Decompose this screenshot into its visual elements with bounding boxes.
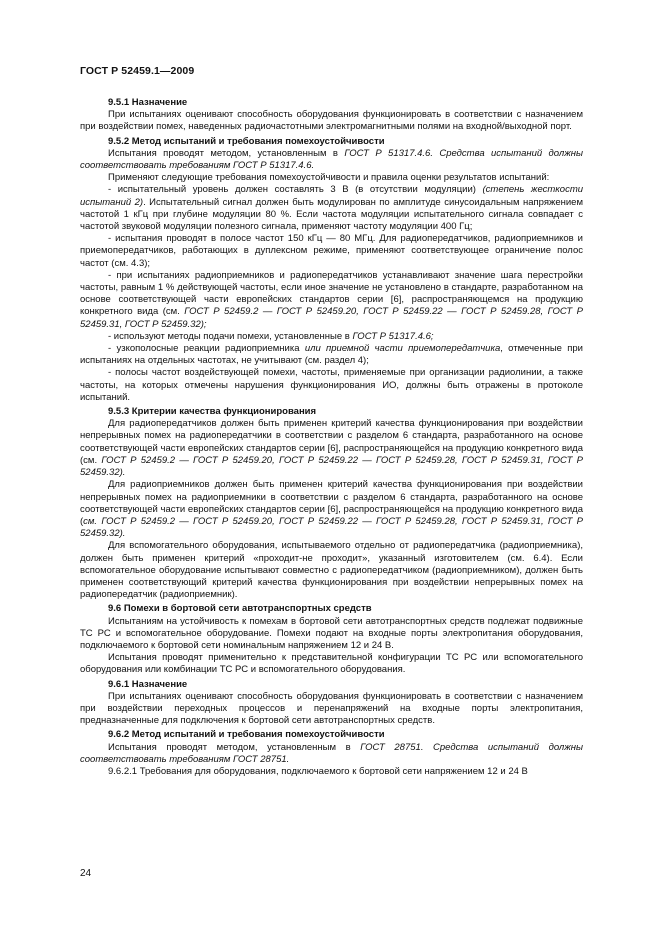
page-number: 24 bbox=[80, 868, 92, 879]
paragraph: Применяют следующие требования помехоустойчивости и правила оценки результатов испытаний: bbox=[108, 172, 550, 184]
standard-reference: ГОСТ 28751. Средства испытаний должны соответствовать требованиям ГОСТ 28751. bbox=[80, 741, 584, 765]
document-header: ГОСТ Р 52459.1—2009 bbox=[80, 65, 195, 77]
standard-reference: ГОСТ Р 51317.4.6. Средства испытаний должны соответствовать требованиям ГОСТ Р 51317.4.6. bbox=[80, 147, 583, 172]
paragraph: При испытаниях оценивают способность оборудования функционировать в соответствии с назначением при воздействии переходных процессов и перенапряжений на входные порты электропитания, предназначенные для подключения к бортовой сети автотранспортных средств. bbox=[80, 690, 583, 727]
list-item: - полосы частот воздействующей помехи, частоты, применяемые при организации радиолинии, а также частоты, на которых отмечены нарушения функционирования ИО, должны быть отражены в протоколе испытаний. bbox=[80, 367, 583, 403]
paragraph: Испытания проводят применительно к представительной конфигурации ТС РС или вспомогательного оборудования или комбинации ТС РС и вспомогательного оборудования. bbox=[80, 652, 583, 676]
list-item bbox=[80, 270, 583, 331]
standard-reference: ГОСТ Р 51317.4.6; bbox=[352, 330, 434, 342]
paragraph bbox=[80, 148, 583, 172]
paragraph: Для вспомогательного оборудования, испытываемого отдельно от радиопередатчика (радиоприемника), должен быть применен критерий «проходит-не проходит», указанный изготовителем (см. 6.4). Если вспомогательное оборудование испытывают совместно с радиопередатчиком (радиоприемником), должен быть применен соответствующий критерий качества функционирования при воздействии непрерывных помех на радиопередатчик (радиоприемник). bbox=[80, 540, 583, 601]
text-run: Для радиоприемников должен быть применен критерий качества функционирования при воздействии непрерывных помех на радиоприемники в соответствии с разделом 6 стандарта, разработанного на основе соответствующей части европейских стандартов серии [6], распространяющейся на продукцию конкретного вида ( bbox=[80, 479, 583, 527]
text-run: - используют методы подачи помехи, установленные в bbox=[108, 330, 353, 342]
paragraph: При испытаниях оценивают способность оборудования функционировать в соответствии с назначением при воздействии помех, наведенных радиочастотными электромагнитными полями на входной/выходной порт. bbox=[80, 109, 583, 133]
text-run: - узкополосные реакции радиоприемника bbox=[108, 343, 305, 355]
standard-reference: см. ГОСТ Р 52459.2 — ГОСТ Р 52459.20, ГОСТ Р 52459.22 — ГОСТ Р 52459.28, ГОСТ Р 52459.31, ГОСТ Р 52459.32). bbox=[80, 515, 583, 540]
paragraph bbox=[80, 742, 583, 766]
section-heading-9-6-2: 9.6.2 Метод испытаний и требования помехоустойчивости bbox=[108, 729, 385, 741]
section-heading-9-6-1: 9.6.1 Назначение bbox=[108, 678, 188, 690]
text-run: - при испытаниях радиоприемников и радиопередатчиков устанавливают значение шага перестройки частоты, равным 1 % действующей частоты, если иное значение не установлено в стандарте, разработанном на основе соответствующей части европейских стандартов серии [6], распространяющемся на продукцию конкретного вида (см. bbox=[80, 269, 583, 318]
section-heading-9-5-2: 9.5.2 Метод испытаний и требования помехоустойчивости bbox=[108, 135, 385, 147]
text-run: , отмеченные при испытаниях на отдельных частотах, не учитывают (см. раздел 4); bbox=[80, 343, 583, 367]
italic-run: или приемной части приемопередатчика bbox=[304, 343, 501, 355]
paragraph: Испытаниям на устойчивость к помехам в бортовой сети автотранспортных средств подлежат подвижные ТС РС и вспомогательное оборудование. Помехи подают на входные порты электропитания оборудования, подключаемого к бортовой сети номинальным напряжением 12 и 24 В. bbox=[80, 615, 583, 651]
section-heading-9-6: 9.6 Помехи в бортовой сети автотранспортных средств bbox=[108, 603, 372, 615]
list-item: - испытания проводят в полосе частот 150 кГц — 80 МГц. Для радиопередатчиков, радиоприемников и приемопередатчиков, работающих в дуплексном режиме, применяют соответствующее ограничение полос частот (см. 4.3); bbox=[80, 233, 583, 269]
standard-reference: ГОСТ Р 52459.2 — ГОСТ Р 52459.20, ГОСТ Р 52459.22 — ГОСТ Р 52459.28, ГОСТ Р 52459.31, ГОСТ Р 52459.32). bbox=[80, 454, 583, 479]
paragraph: 9.6.2.1 Требования для оборудования, подключаемого к бортовой сети напряжением 12 и 24 В bbox=[108, 765, 528, 777]
list-item bbox=[80, 184, 583, 233]
text-run: Испытания проводят методом, установленным в bbox=[108, 741, 361, 753]
list-item bbox=[80, 343, 583, 367]
paragraph bbox=[80, 418, 583, 479]
text-run: - испытательный уровень должен составлять 3 В (в отсутствии модуляции) bbox=[108, 184, 483, 196]
text-run: Испытания проводят методом, установленным в bbox=[108, 147, 345, 159]
paragraph bbox=[80, 479, 583, 540]
section-heading-9-5-3: 9.5.3 Критерии качества функционирования bbox=[108, 406, 317, 418]
standard-reference: ГОСТ Р 52459.2 — ГОСТ Р 52459.20, ГОСТ Р 52459.22 — ГОСТ Р 52459.28, ГОСТ Р 52459.31, ГОСТ Р 52459.32); bbox=[80, 306, 583, 330]
text-run: . Испытательный сигнал должен быть модулирован по амплитуде синусоидальным напряжением частотой 1 кГц при глубине модуляции 80 %. Если частота модуляции испытательного сигнала совпадает с частотой звуковой модуляции полезного сигнала, применяют частоту модуляции 400 Гц; bbox=[80, 196, 583, 233]
text-run: Для радиопередатчиков должен быть применен критерий качества функционирования при воздействии непрерывных помех на радиопередатчики в соответствии с разделом 6 стандарта, разработанного на основе соответствующей части европейских стандартов серии [6], распространяющейся на продукцию конкретного вида (см. bbox=[80, 418, 583, 466]
italic-run: (степень жесткости испытаний 2) bbox=[80, 184, 584, 208]
document-body bbox=[80, 95, 583, 778]
section-heading-9-5-1: 9.5.1 Назначение bbox=[108, 97, 188, 108]
list-item bbox=[80, 331, 583, 343]
